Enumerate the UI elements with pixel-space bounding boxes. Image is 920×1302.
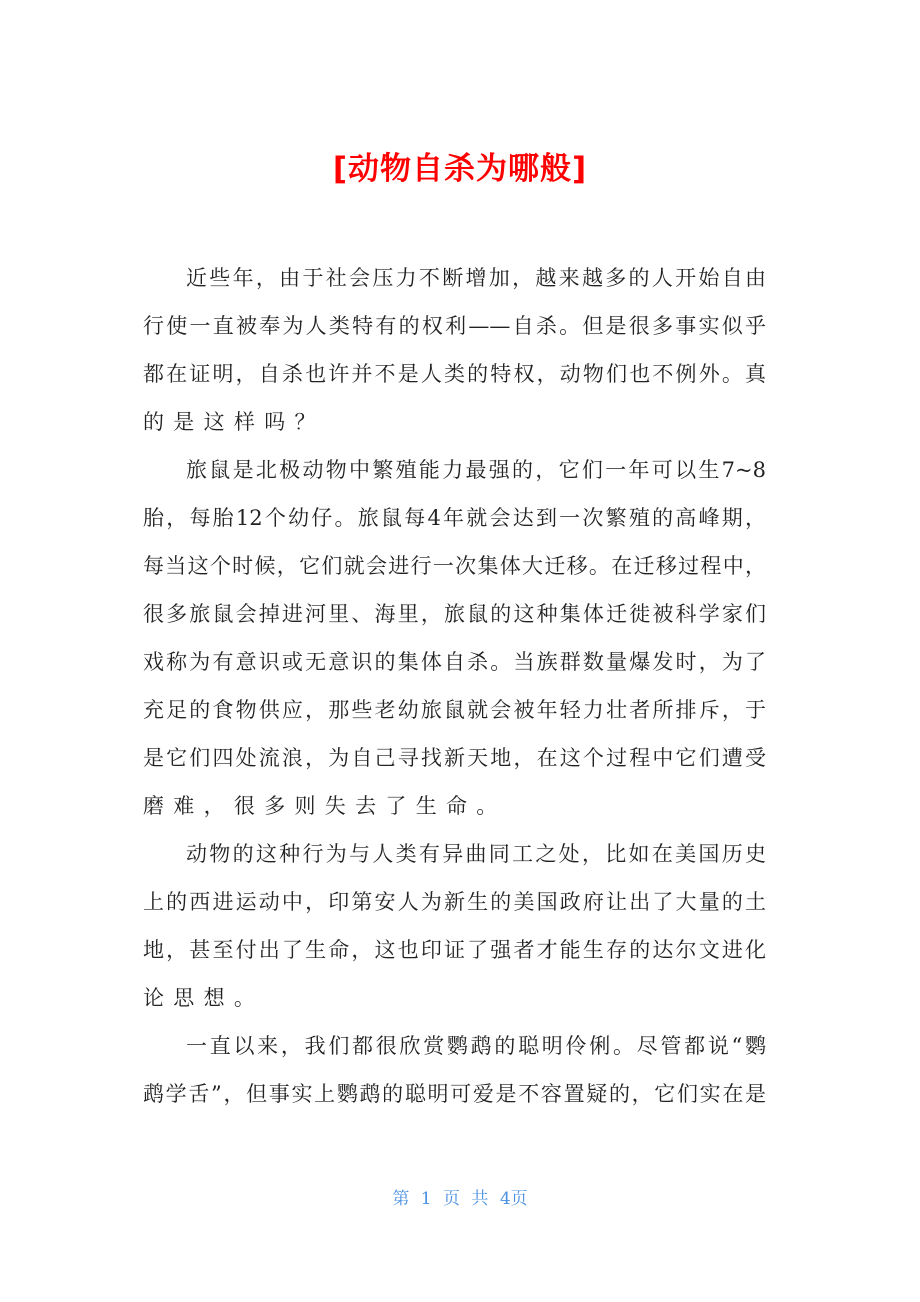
paragraph-line: 鹉学舌”，但事实上鹦鹉的聪明可爱是不容置疑的，它们实在是 bbox=[143, 1082, 766, 1106]
paragraph-line: 地，甚至付出了生命，这也印证了强者才能生存的达尔文进化 bbox=[143, 938, 766, 962]
paragraph-line: 都在证明，自杀也许并不是人类的特权，动物们也不例外。真 bbox=[143, 362, 766, 386]
paragraph-line: 很多旅鼠会掉进河里、海里，旅鼠的这种集体迁徙被科学家们 bbox=[143, 602, 766, 626]
paragraph-line: 胎，每胎12个幼仔。旅鼠每4年就会达到一次繁殖的高峰期， bbox=[143, 506, 766, 530]
paragraph-line: 一直以来，我们都很欣赏鹦鹉的聪明伶俐。尽管都说“鹦 bbox=[186, 1034, 766, 1058]
page-number: 1 bbox=[420, 1189, 432, 1209]
of-label: 页 共 bbox=[443, 1189, 489, 1209]
paragraph-line: 是它们四处流浪，为自己寻找新天地，在这个过程中它们遭受 bbox=[143, 746, 766, 770]
paragraph-line: 每当这个时候，它们就会进行一次集体大迁移。在迁移过程中， bbox=[143, 554, 766, 578]
paragraph-line: 充足的食物供应，那些老幼旅鼠就会被年轻力壮者所排斥，于 bbox=[143, 698, 766, 722]
paragraph-line: 戏称为有意识或无意识的集体自杀。当族群数量爆发时，为了 bbox=[143, 650, 766, 674]
page-footer bbox=[0, 1184, 920, 1209]
page-label: 第 bbox=[392, 1189, 410, 1209]
paragraph-line: 旅鼠是北极动物中繁殖能力最强的，它们一年可以生7~8 bbox=[186, 458, 766, 482]
paragraph-line: 行使一直被奉为人类特有的权利——自杀。但是很多事实似乎 bbox=[143, 314, 766, 338]
paragraph-line: 近些年，由于社会压力不断增加，越来越多的人开始自由 bbox=[186, 266, 766, 290]
document-body bbox=[143, 260, 766, 1124]
paragraph-line: 论思想。 bbox=[143, 986, 265, 1010]
document-title: [动物自杀为哪般] bbox=[332, 151, 588, 187]
paragraph-line: 上的西进运动中，印第安人为新生的美国政府让出了大量的土 bbox=[143, 890, 766, 914]
paragraph-line: 的是这样吗？ bbox=[143, 410, 325, 434]
paragraph-line: 动物的这种行为与人类有异曲同工之处，比如在美国历史 bbox=[186, 842, 766, 866]
page-total: 4页 bbox=[499, 1189, 528, 1209]
paragraph-line: 磨难，很多则失去了生命。 bbox=[143, 794, 507, 818]
